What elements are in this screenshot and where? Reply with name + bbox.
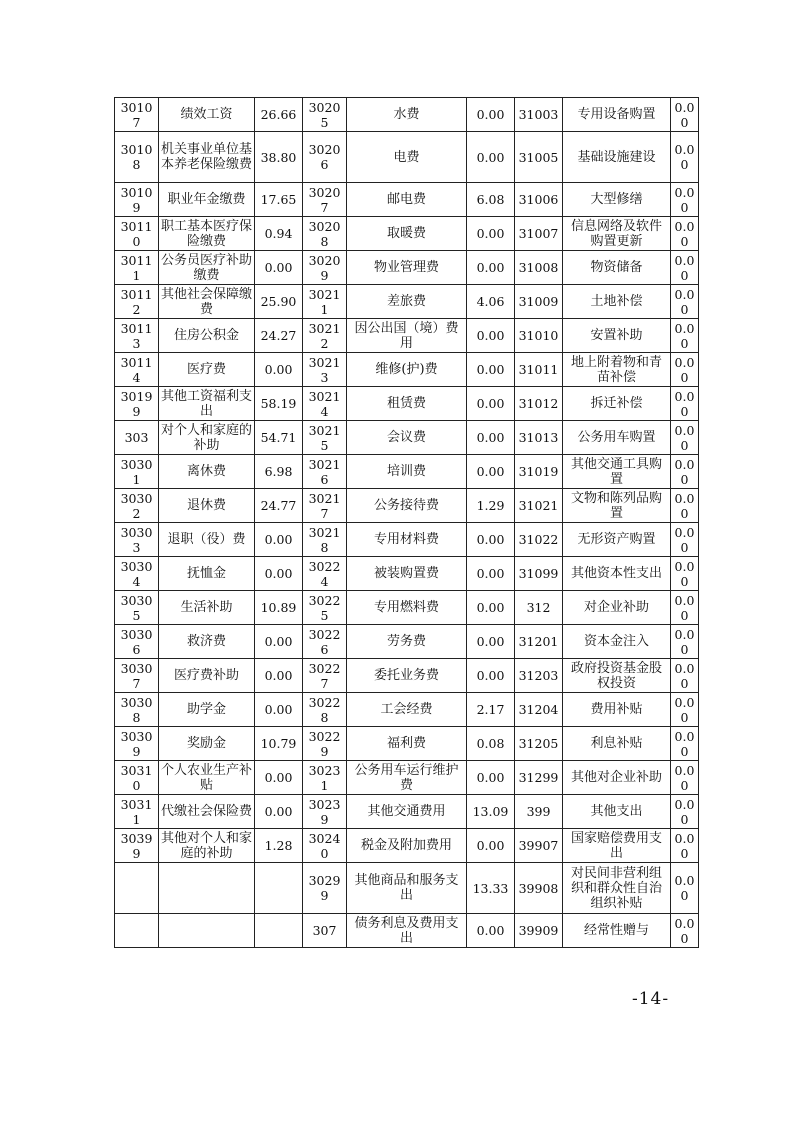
econ-code-3-cell: 39907 xyxy=(515,829,563,863)
econ-name-1-cell: 机关事业单位基本养老保险缴费 xyxy=(159,132,255,183)
econ-code-1-cell: 30113 xyxy=(115,319,159,353)
amount-3-cell: 0.00 xyxy=(671,251,699,285)
econ-name-3-cell: 对民间非营利组织和群众性自治组织补贴 xyxy=(563,863,671,914)
table-row xyxy=(115,387,699,421)
econ-code-3-cell: 31022 xyxy=(515,523,563,557)
econ-name-1-cell: 医疗费补助 xyxy=(159,659,255,693)
amount-2-cell: 0.00 xyxy=(467,387,515,421)
econ-code-3-cell: 31010 xyxy=(515,319,563,353)
econ-code-2-cell: 30207 xyxy=(303,183,347,217)
econ-code-3-cell: 31012 xyxy=(515,387,563,421)
amount-2-cell: 0.08 xyxy=(467,727,515,761)
econ-code-2-cell: 30211 xyxy=(303,285,347,319)
amount-1-cell: 6.98 xyxy=(255,455,303,489)
amount-3-cell: 0.00 xyxy=(671,319,699,353)
econ-name-2-cell: 维修(护)费 xyxy=(347,353,467,387)
econ-name-3-cell: 基础设施建设 xyxy=(563,132,671,183)
econ-code-2-cell: 30217 xyxy=(303,489,347,523)
econ-name-3-cell: 地上附着物和青苗补偿 xyxy=(563,353,671,387)
table-body xyxy=(115,98,699,948)
amount-1-cell: 0.00 xyxy=(255,557,303,591)
econ-name-3-cell: 政府投资基金股权投资 xyxy=(563,659,671,693)
econ-code-2-cell: 30215 xyxy=(303,421,347,455)
amount-1-cell: 0.00 xyxy=(255,251,303,285)
amount-3-cell: 0.00 xyxy=(671,659,699,693)
econ-code-1-cell: 30110 xyxy=(115,217,159,251)
econ-code-2-cell: 30216 xyxy=(303,455,347,489)
amount-1-cell: 26.66 xyxy=(255,98,303,132)
econ-code-2-cell: 30212 xyxy=(303,319,347,353)
expenditure-table xyxy=(114,97,699,948)
econ-name-3-cell: 无形资产购置 xyxy=(563,523,671,557)
econ-code-1-cell: 30306 xyxy=(115,625,159,659)
econ-name-3-cell: 其他交通工具购置 xyxy=(563,455,671,489)
amount-3-cell: 0.00 xyxy=(671,557,699,591)
econ-name-2-cell: 物业管理费 xyxy=(347,251,467,285)
econ-name-2-cell: 租赁费 xyxy=(347,387,467,421)
table-row xyxy=(115,829,699,863)
econ-name-2-cell: 差旅费 xyxy=(347,285,467,319)
amount-3-cell: 0.00 xyxy=(671,727,699,761)
econ-code-3-cell: 31011 xyxy=(515,353,563,387)
table-row xyxy=(115,421,699,455)
econ-code-3-cell: 31205 xyxy=(515,727,563,761)
econ-name-1-cell: 绩效工资 xyxy=(159,98,255,132)
econ-code-2-cell: 30206 xyxy=(303,132,347,183)
econ-name-1-cell: 救济费 xyxy=(159,625,255,659)
amount-1-cell xyxy=(255,914,303,948)
amount-3-cell: 0.00 xyxy=(671,489,699,523)
econ-name-3-cell: 利息补贴 xyxy=(563,727,671,761)
amount-2-cell: 2.17 xyxy=(467,693,515,727)
amount-1-cell: 0.00 xyxy=(255,693,303,727)
econ-name-3-cell: 公务用车购置 xyxy=(563,421,671,455)
econ-name-1-cell: 住房公积金 xyxy=(159,319,255,353)
econ-code-2-cell: 30227 xyxy=(303,659,347,693)
econ-name-2-cell: 培训费 xyxy=(347,455,467,489)
amount-2-cell: 0.00 xyxy=(467,761,515,795)
table-row xyxy=(115,285,699,319)
econ-name-2-cell: 公务用车运行维护费 xyxy=(347,761,467,795)
table-row xyxy=(115,353,699,387)
econ-code-1-cell: 30111 xyxy=(115,251,159,285)
amount-1-cell: 0.00 xyxy=(255,761,303,795)
table-row xyxy=(115,693,699,727)
table-row xyxy=(115,217,699,251)
amount-2-cell: 0.00 xyxy=(467,829,515,863)
econ-code-3-cell: 399 xyxy=(515,795,563,829)
econ-name-3-cell: 其他支出 xyxy=(563,795,671,829)
econ-code-1-cell: 30109 xyxy=(115,183,159,217)
econ-code-1-cell: 30199 xyxy=(115,387,159,421)
table-row xyxy=(115,132,699,183)
econ-code-1-cell: 30107 xyxy=(115,98,159,132)
econ-code-3-cell: 31009 xyxy=(515,285,563,319)
amount-1-cell: 24.77 xyxy=(255,489,303,523)
econ-name-1-cell: 离休费 xyxy=(159,455,255,489)
econ-name-2-cell: 会议费 xyxy=(347,421,467,455)
amount-2-cell: 0.00 xyxy=(467,217,515,251)
econ-code-3-cell: 31007 xyxy=(515,217,563,251)
econ-name-3-cell: 其他资本性支出 xyxy=(563,557,671,591)
econ-code-2-cell: 30225 xyxy=(303,591,347,625)
amount-2-cell: 0.00 xyxy=(467,591,515,625)
econ-code-2-cell: 30214 xyxy=(303,387,347,421)
econ-code-2-cell: 30239 xyxy=(303,795,347,829)
econ-name-2-cell: 专用燃料费 xyxy=(347,591,467,625)
econ-code-3-cell: 31008 xyxy=(515,251,563,285)
amount-3-cell: 0.00 xyxy=(671,625,699,659)
amount-2-cell: 0.00 xyxy=(467,914,515,948)
amount-1-cell: 0.00 xyxy=(255,795,303,829)
amount-3-cell: 0.00 xyxy=(671,914,699,948)
table-row xyxy=(115,914,699,948)
econ-name-2-cell: 劳务费 xyxy=(347,625,467,659)
amount-3-cell: 0.00 xyxy=(671,217,699,251)
econ-name-1-cell xyxy=(159,914,255,948)
amount-2-cell: 0.00 xyxy=(467,251,515,285)
amount-1-cell: 54.71 xyxy=(255,421,303,455)
econ-name-2-cell: 因公出国（境）费用 xyxy=(347,319,467,353)
econ-code-2-cell: 30299 xyxy=(303,863,347,914)
amount-2-cell: 0.00 xyxy=(467,421,515,455)
econ-name-3-cell: 专用设备购置 xyxy=(563,98,671,132)
econ-name-3-cell: 对企业补助 xyxy=(563,591,671,625)
econ-name-1-cell: 奖励金 xyxy=(159,727,255,761)
econ-name-3-cell: 大型修缮 xyxy=(563,183,671,217)
econ-code-2-cell: 30240 xyxy=(303,829,347,863)
econ-name-2-cell: 取暖费 xyxy=(347,217,467,251)
econ-code-1-cell: 30307 xyxy=(115,659,159,693)
econ-name-1-cell: 对个人和家庭的补助 xyxy=(159,421,255,455)
amount-3-cell: 0.00 xyxy=(671,761,699,795)
amount-3-cell: 0.00 xyxy=(671,98,699,132)
amount-1-cell: 58.19 xyxy=(255,387,303,421)
econ-name-3-cell: 物资储备 xyxy=(563,251,671,285)
econ-name-1-cell: 其他工资福利支出 xyxy=(159,387,255,421)
econ-name-2-cell: 税金及附加费用 xyxy=(347,829,467,863)
econ-code-1-cell: 30114 xyxy=(115,353,159,387)
econ-name-2-cell: 邮电费 xyxy=(347,183,467,217)
econ-name-3-cell: 土地补偿 xyxy=(563,285,671,319)
amount-3-cell: 0.00 xyxy=(671,795,699,829)
econ-code-2-cell: 30218 xyxy=(303,523,347,557)
econ-name-1-cell: 其他对个人和家庭的补助 xyxy=(159,829,255,863)
econ-code-2-cell: 30205 xyxy=(303,98,347,132)
econ-name-2-cell: 债务利息及费用支出 xyxy=(347,914,467,948)
amount-3-cell: 0.00 xyxy=(671,829,699,863)
econ-code-2-cell: 30228 xyxy=(303,693,347,727)
econ-name-3-cell: 拆迁补偿 xyxy=(563,387,671,421)
econ-code-2-cell: 30209 xyxy=(303,251,347,285)
econ-name-2-cell: 委托业务费 xyxy=(347,659,467,693)
econ-name-2-cell: 其他商品和服务支出 xyxy=(347,863,467,914)
table-row xyxy=(115,863,699,914)
amount-2-cell: 0.00 xyxy=(467,98,515,132)
econ-code-2-cell: 307 xyxy=(303,914,347,948)
econ-name-1-cell: 代缴社会保险费 xyxy=(159,795,255,829)
amount-2-cell: 0.00 xyxy=(467,132,515,183)
econ-name-2-cell: 工会经费 xyxy=(347,693,467,727)
econ-name-3-cell: 其他对企业补助 xyxy=(563,761,671,795)
amount-2-cell: 0.00 xyxy=(467,353,515,387)
econ-code-1-cell xyxy=(115,863,159,914)
amount-1-cell: 1.28 xyxy=(255,829,303,863)
econ-name-2-cell: 水费 xyxy=(347,98,467,132)
econ-name-1-cell: 其他社会保障缴费 xyxy=(159,285,255,319)
econ-name-3-cell: 安置补助 xyxy=(563,319,671,353)
amount-3-cell: 0.00 xyxy=(671,353,699,387)
table-row xyxy=(115,98,699,132)
amount-1-cell: 24.27 xyxy=(255,319,303,353)
econ-name-1-cell: 个人农业生产补贴 xyxy=(159,761,255,795)
econ-code-3-cell: 31006 xyxy=(515,183,563,217)
econ-name-1-cell: 退休费 xyxy=(159,489,255,523)
econ-code-3-cell: 31019 xyxy=(515,455,563,489)
amount-2-cell: 0.00 xyxy=(467,625,515,659)
econ-name-2-cell: 公务接待费 xyxy=(347,489,467,523)
amount-3-cell: 0.00 xyxy=(671,132,699,183)
amount-3-cell: 0.00 xyxy=(671,693,699,727)
amount-3-cell: 0.00 xyxy=(671,591,699,625)
amount-3-cell: 0.00 xyxy=(671,183,699,217)
econ-name-3-cell: 信息网络及软件购置更新 xyxy=(563,217,671,251)
econ-code-3-cell: 39908 xyxy=(515,863,563,914)
econ-name-1-cell: 退职（役）费 xyxy=(159,523,255,557)
econ-name-1-cell: 抚恤金 xyxy=(159,557,255,591)
table-row xyxy=(115,183,699,217)
econ-code-2-cell: 30213 xyxy=(303,353,347,387)
amount-2-cell: 0.00 xyxy=(467,455,515,489)
amount-1-cell: 0.94 xyxy=(255,217,303,251)
econ-name-1-cell: 医疗费 xyxy=(159,353,255,387)
econ-code-2-cell: 30226 xyxy=(303,625,347,659)
econ-name-1-cell xyxy=(159,863,255,914)
econ-name-1-cell: 生活补助 xyxy=(159,591,255,625)
econ-code-1-cell: 30305 xyxy=(115,591,159,625)
econ-name-3-cell: 经常性赠与 xyxy=(563,914,671,948)
econ-code-1-cell: 30304 xyxy=(115,557,159,591)
econ-code-1-cell: 30309 xyxy=(115,727,159,761)
econ-name-2-cell: 被装购置费 xyxy=(347,557,467,591)
table-row xyxy=(115,761,699,795)
amount-2-cell: 0.00 xyxy=(467,523,515,557)
econ-name-1-cell: 职工基本医疗保险缴费 xyxy=(159,217,255,251)
table-row xyxy=(115,591,699,625)
econ-name-3-cell: 文物和陈列品购置 xyxy=(563,489,671,523)
econ-code-1-cell: 30311 xyxy=(115,795,159,829)
page-number: -14- xyxy=(632,989,670,1009)
table-row xyxy=(115,625,699,659)
econ-code-3-cell: 31204 xyxy=(515,693,563,727)
econ-code-3-cell: 31201 xyxy=(515,625,563,659)
amount-3-cell: 0.00 xyxy=(671,421,699,455)
table-row xyxy=(115,557,699,591)
econ-code-3-cell: 31299 xyxy=(515,761,563,795)
econ-name-2-cell: 其他交通费用 xyxy=(347,795,467,829)
econ-name-3-cell: 国家赔偿费用支出 xyxy=(563,829,671,863)
amount-2-cell: 0.00 xyxy=(467,557,515,591)
econ-code-1-cell: 30108 xyxy=(115,132,159,183)
econ-name-2-cell: 电费 xyxy=(347,132,467,183)
econ-name-2-cell: 福利费 xyxy=(347,727,467,761)
amount-1-cell: 10.89 xyxy=(255,591,303,625)
amount-1-cell: 17.65 xyxy=(255,183,303,217)
amount-1-cell: 0.00 xyxy=(255,659,303,693)
econ-code-3-cell: 31005 xyxy=(515,132,563,183)
econ-name-1-cell: 公务员医疗补助缴费 xyxy=(159,251,255,285)
table-row xyxy=(115,455,699,489)
table-row xyxy=(115,523,699,557)
amount-1-cell xyxy=(255,863,303,914)
econ-name-2-cell: 专用材料费 xyxy=(347,523,467,557)
econ-code-3-cell: 31203 xyxy=(515,659,563,693)
amount-1-cell: 0.00 xyxy=(255,625,303,659)
amount-1-cell: 0.00 xyxy=(255,523,303,557)
table-row xyxy=(115,659,699,693)
amount-3-cell: 0.00 xyxy=(671,455,699,489)
amount-2-cell: 13.09 xyxy=(467,795,515,829)
econ-name-3-cell: 资本金注入 xyxy=(563,625,671,659)
econ-code-2-cell: 30231 xyxy=(303,761,347,795)
table-row xyxy=(115,795,699,829)
econ-code-1-cell: 30303 xyxy=(115,523,159,557)
table-row xyxy=(115,251,699,285)
econ-code-3-cell: 39909 xyxy=(515,914,563,948)
econ-name-1-cell: 助学金 xyxy=(159,693,255,727)
econ-code-2-cell: 30208 xyxy=(303,217,347,251)
econ-name-1-cell: 职业年金缴费 xyxy=(159,183,255,217)
amount-2-cell: 0.00 xyxy=(467,319,515,353)
amount-2-cell: 6.08 xyxy=(467,183,515,217)
econ-code-1-cell: 30302 xyxy=(115,489,159,523)
amount-1-cell: 25.90 xyxy=(255,285,303,319)
econ-name-3-cell: 费用补贴 xyxy=(563,693,671,727)
amount-3-cell: 0.00 xyxy=(671,285,699,319)
table-row xyxy=(115,319,699,353)
econ-code-2-cell: 30224 xyxy=(303,557,347,591)
amount-3-cell: 0.00 xyxy=(671,523,699,557)
econ-code-1-cell xyxy=(115,914,159,948)
econ-code-2-cell: 30229 xyxy=(303,727,347,761)
econ-code-3-cell: 312 xyxy=(515,591,563,625)
amount-3-cell: 0.00 xyxy=(671,863,699,914)
econ-code-1-cell: 30310 xyxy=(115,761,159,795)
econ-code-1-cell: 30308 xyxy=(115,693,159,727)
econ-code-3-cell: 31021 xyxy=(515,489,563,523)
table-row xyxy=(115,727,699,761)
table-row xyxy=(115,489,699,523)
amount-2-cell: 13.33 xyxy=(467,863,515,914)
econ-code-3-cell: 31013 xyxy=(515,421,563,455)
econ-code-1-cell: 303 xyxy=(115,421,159,455)
amount-2-cell: 4.06 xyxy=(467,285,515,319)
amount-1-cell: 10.79 xyxy=(255,727,303,761)
amount-2-cell: 0.00 xyxy=(467,659,515,693)
amount-1-cell: 0.00 xyxy=(255,353,303,387)
econ-code-3-cell: 31099 xyxy=(515,557,563,591)
econ-code-1-cell: 30301 xyxy=(115,455,159,489)
amount-2-cell: 1.29 xyxy=(467,489,515,523)
amount-1-cell: 38.80 xyxy=(255,132,303,183)
econ-code-1-cell: 30112 xyxy=(115,285,159,319)
econ-code-1-cell: 30399 xyxy=(115,829,159,863)
econ-code-3-cell: 31003 xyxy=(515,98,563,132)
amount-3-cell: 0.00 xyxy=(671,387,699,421)
